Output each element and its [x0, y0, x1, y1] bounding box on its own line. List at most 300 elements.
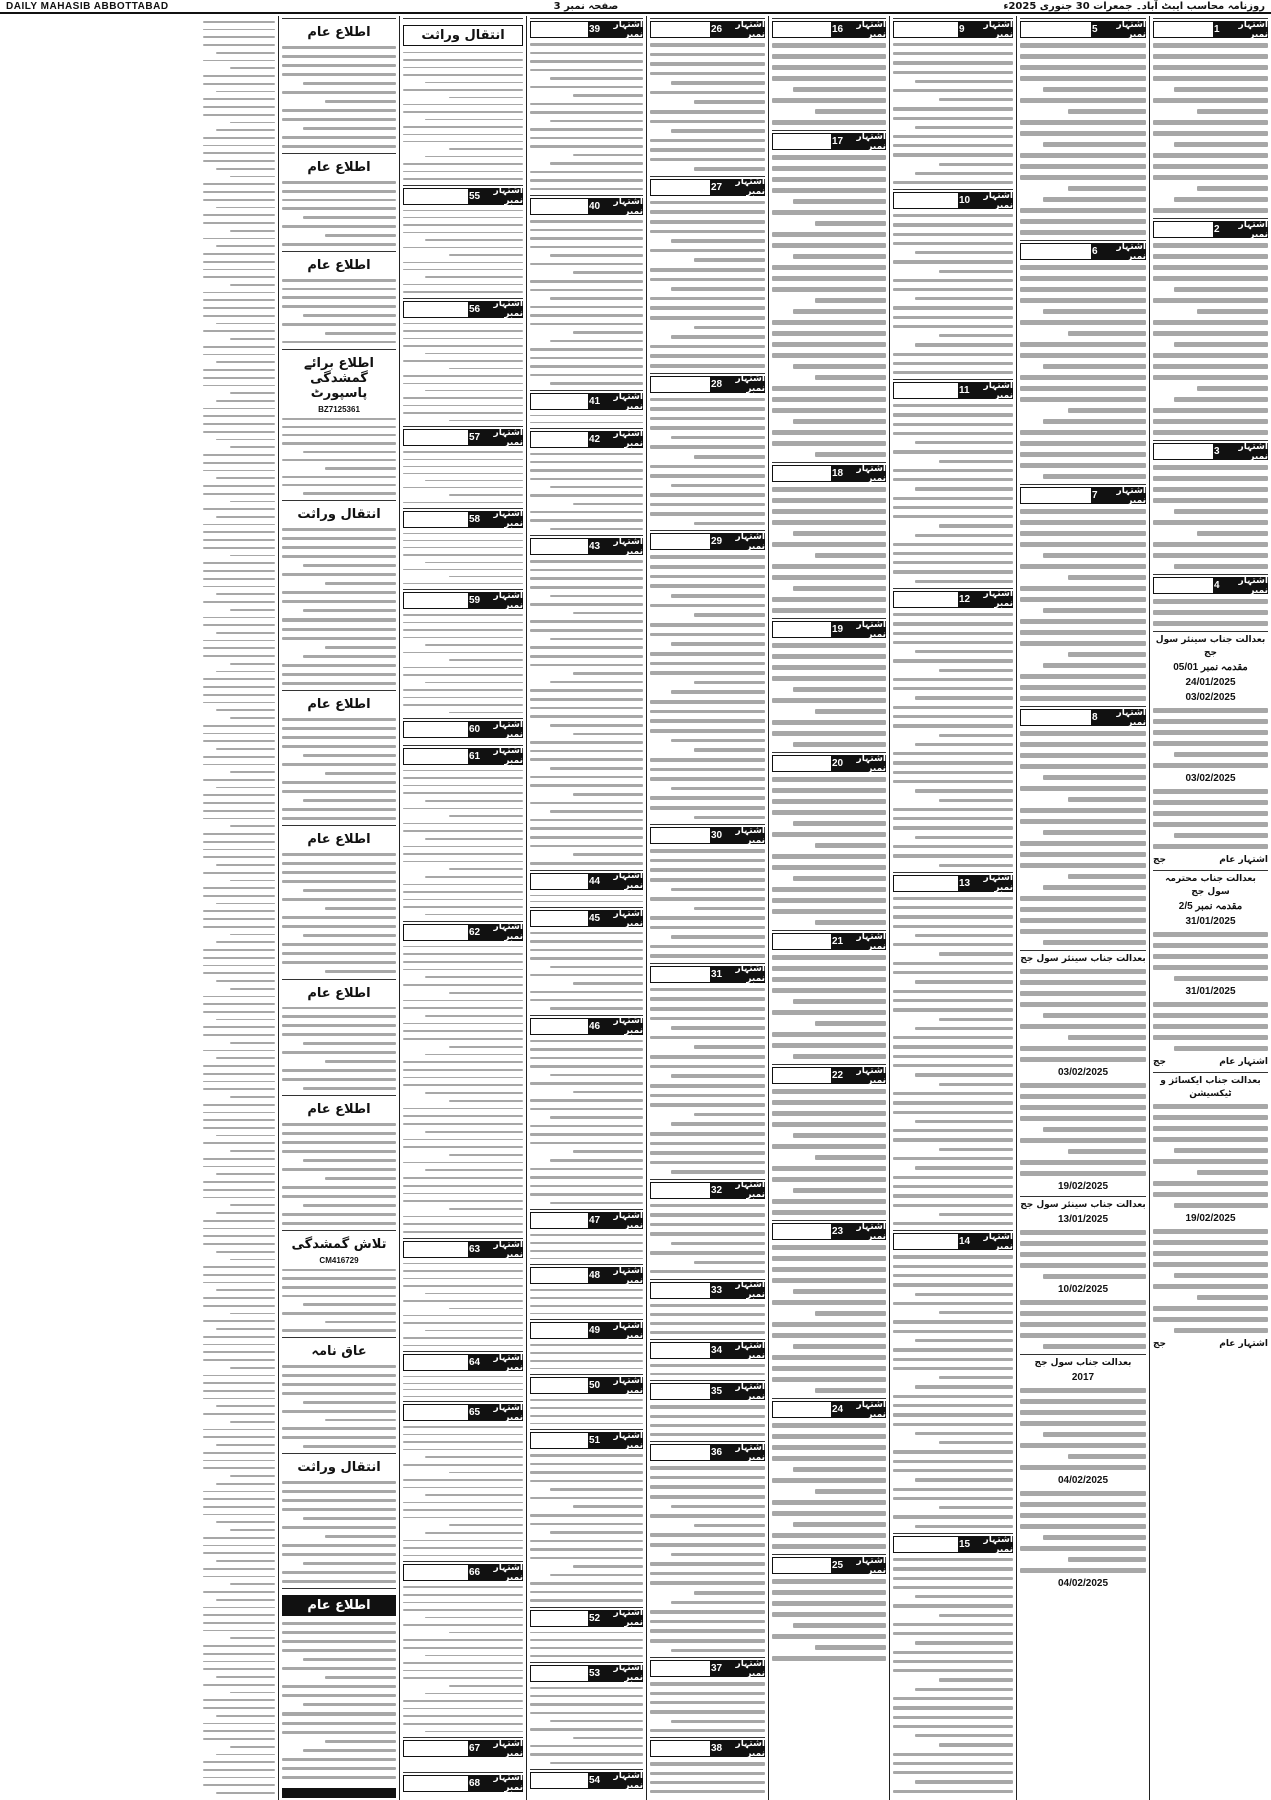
text-line [303, 1517, 396, 1520]
text-line [403, 622, 523, 623]
text-line [650, 503, 765, 507]
ad-label: اشتہار نمبر [613, 871, 643, 892]
ad-notice [893, 1533, 1013, 1796]
ad-label: اشتہار نمبر [613, 536, 643, 557]
text-line [403, 1609, 523, 1611]
ad-header [650, 1444, 765, 1461]
text-line [303, 1562, 396, 1565]
ad-header [772, 1223, 886, 1240]
text-line [671, 1170, 765, 1174]
ad-number-tag [469, 1775, 523, 1792]
ad-header [650, 827, 765, 844]
text-line [1068, 1454, 1146, 1459]
text-line [893, 1450, 1013, 1453]
text-line [893, 632, 1013, 635]
text-line [203, 1050, 275, 1052]
text-line [530, 1728, 643, 1730]
text-line [403, 1300, 523, 1301]
text-line [203, 1645, 275, 1647]
text-line [1043, 775, 1146, 780]
text-line [403, 667, 523, 668]
text-line [1020, 531, 1146, 536]
text-line [694, 1113, 765, 1117]
ad-number-tag [589, 873, 643, 890]
text-line [530, 1297, 643, 1299]
text-line [893, 641, 1013, 644]
text-line [403, 830, 523, 832]
text-line [939, 1376, 1013, 1379]
ad-number-tag [1214, 577, 1268, 594]
text-line [203, 686, 275, 688]
text-line [403, 232, 523, 233]
ad-number-tag [711, 966, 765, 983]
text-line [694, 455, 765, 459]
text-line [772, 1533, 886, 1538]
text-line [650, 465, 765, 469]
text-line [1174, 397, 1268, 402]
text-line [403, 1677, 523, 1679]
text-line [282, 763, 396, 766]
text-line [282, 1490, 396, 1493]
text-line [772, 353, 886, 358]
text-line [939, 163, 1013, 166]
text-line [403, 1007, 523, 1009]
text-line [650, 1036, 765, 1040]
text-line [550, 486, 643, 488]
text-line [1153, 487, 1268, 492]
text-line [203, 1266, 275, 1268]
ad-notice [772, 618, 886, 750]
ad-header [530, 198, 643, 215]
ad-label: اشتہار نمبر [613, 196, 643, 217]
text-line [282, 808, 396, 811]
text-line [893, 1274, 1013, 1277]
text-line [550, 638, 643, 641]
text-line [530, 629, 643, 632]
text-line [216, 400, 275, 402]
text-line [815, 709, 886, 714]
ad-number: 67 [469, 1743, 481, 1755]
text-line [650, 1415, 765, 1418]
text-line [772, 977, 886, 982]
ad-notice [403, 718, 523, 742]
ad-notice [403, 298, 523, 425]
text-line [1020, 696, 1146, 701]
text-line [303, 216, 396, 219]
text-line [425, 800, 523, 802]
text-line [203, 98, 275, 100]
text-line [282, 418, 396, 420]
text-line [815, 298, 886, 303]
text-line [530, 819, 643, 822]
text-line [203, 1630, 275, 1632]
text-line [203, 1359, 275, 1361]
ad-label: اشتہار نمبر [493, 427, 523, 448]
text-line [203, 1738, 275, 1740]
text-line [203, 694, 275, 696]
text-line [1020, 452, 1146, 457]
text-line [203, 253, 275, 255]
text-line [772, 788, 886, 793]
text-line [303, 889, 396, 892]
text-line [325, 1535, 396, 1538]
text-line [203, 222, 275, 224]
text-line [530, 1142, 643, 1145]
text-line [530, 901, 643, 902]
text-line [1153, 153, 1268, 158]
text-line [915, 1120, 1013, 1123]
text-line [1197, 386, 1268, 391]
ad-notice [650, 1657, 765, 1735]
text-line [282, 961, 396, 964]
text-line [203, 1142, 275, 1144]
ad-header [403, 1241, 523, 1258]
text-line [1153, 408, 1268, 413]
text-line [449, 148, 523, 149]
text-line [282, 55, 396, 58]
text-line [216, 1483, 275, 1485]
text-line [530, 60, 643, 63]
ad-number-tag [589, 1018, 643, 1035]
ad-header-box [403, 188, 469, 205]
text-line [203, 114, 275, 116]
text-line [650, 1331, 765, 1334]
text-line [939, 952, 1013, 955]
ad-header [403, 721, 523, 738]
text-line [893, 107, 1013, 110]
text-line [650, 1772, 765, 1775]
ad-notice [403, 1737, 523, 1769]
ad-header [1153, 21, 1268, 38]
text-line [915, 487, 1013, 490]
text-line [203, 856, 275, 858]
text-line [203, 887, 275, 889]
text-line [203, 1026, 275, 1028]
text-line [772, 1256, 886, 1261]
ad-number: 38 [711, 1743, 723, 1755]
text-line [1153, 164, 1268, 169]
text-line [403, 323, 523, 324]
text-line [203, 299, 275, 301]
text-line [650, 633, 765, 637]
sign-left: اشتہار عام [1219, 855, 1268, 865]
ad-label: اشتہار نمبر [856, 1399, 886, 1420]
text-line [216, 361, 275, 363]
text-line [772, 575, 886, 580]
text-line [1068, 408, 1146, 413]
text-line [425, 562, 523, 563]
text-line [1020, 430, 1146, 435]
section-heading: اطلاع عام [307, 832, 371, 848]
text-line [449, 1208, 523, 1210]
text-line [1020, 597, 1146, 602]
text-line [203, 531, 275, 533]
ad-header-box [530, 1610, 589, 1627]
text-line [282, 341, 396, 344]
text-line [230, 663, 275, 665]
ad-number: 28 [711, 378, 723, 390]
ad-header-box [893, 875, 959, 892]
text-line [282, 952, 396, 955]
text-line [915, 1385, 1013, 1388]
text-line [893, 1222, 1013, 1225]
text-line [425, 353, 523, 354]
ad-header [893, 591, 1013, 608]
text-line [550, 1116, 643, 1119]
text-line [573, 503, 643, 505]
text-line [530, 306, 643, 309]
text-line [893, 817, 1013, 820]
text-line [282, 1731, 396, 1734]
text-line [530, 519, 643, 521]
text-line [282, 1580, 396, 1583]
public-notice [282, 690, 396, 823]
text-line [403, 52, 523, 53]
text-line [893, 1302, 1013, 1305]
text-line [203, 617, 275, 619]
ad-number-tag [1214, 21, 1268, 38]
text-line [203, 1576, 275, 1578]
text-line [530, 1099, 643, 1102]
sign-right: جج [1153, 1057, 1166, 1067]
text-line [893, 943, 1013, 946]
text-line [203, 36, 275, 38]
text-line [403, 345, 523, 346]
ad-number: 26 [711, 24, 723, 35]
text-line [403, 1322, 523, 1323]
text-line [403, 502, 523, 503]
ad-number-tag [711, 1660, 765, 1677]
ad-label: اشتہار نمبر [493, 1402, 523, 1423]
text-line [893, 1092, 1013, 1095]
text-line [939, 1441, 1013, 1444]
ad-number: 56 [469, 303, 481, 315]
text-line [282, 916, 396, 919]
text-line [530, 1168, 643, 1171]
text-line [1043, 1432, 1146, 1437]
ad-header [772, 465, 886, 482]
text-line [772, 810, 886, 815]
text-line [282, 1383, 396, 1386]
text-line [282, 459, 396, 461]
text-line [203, 1320, 275, 1322]
text-line [1020, 641, 1146, 646]
text-line [203, 996, 275, 998]
text-line [915, 1780, 1013, 1783]
text-line [425, 1293, 523, 1294]
text-line [230, 284, 275, 286]
text-line [282, 1195, 396, 1198]
text-line [772, 1579, 886, 1584]
text-line [1153, 1317, 1268, 1322]
text-line [573, 982, 643, 984]
ad-label: اشتہار نمبر [983, 1534, 1013, 1555]
text-line [1153, 1251, 1268, 1256]
text-line [403, 459, 523, 460]
text-line [650, 1270, 765, 1273]
text-line [1153, 498, 1268, 503]
text-line [403, 1139, 523, 1141]
text-line [893, 362, 1013, 365]
text-line [650, 623, 765, 627]
text-line [939, 864, 1013, 867]
text-line [425, 1494, 523, 1496]
text-line [425, 1015, 523, 1017]
ad-label: اشتہار نمبر [493, 186, 523, 207]
text-line [772, 276, 886, 281]
text-line [1043, 1274, 1146, 1279]
text-line [550, 767, 643, 770]
text-line [1153, 954, 1268, 959]
text-line [449, 868, 523, 870]
public-notice [282, 251, 396, 347]
text-line [282, 1571, 396, 1574]
ad-header [650, 376, 765, 393]
text-line [403, 1193, 523, 1195]
text-line [230, 988, 275, 990]
text-line [1197, 531, 1268, 536]
text-line [530, 698, 643, 701]
text-line [530, 128, 643, 131]
ad-number-tag [832, 621, 886, 638]
text-line [203, 183, 275, 185]
text-line [203, 1034, 275, 1036]
text-line [216, 1754, 275, 1756]
ad-label: اشتہار نمبر [735, 964, 765, 985]
text-line [282, 1051, 396, 1054]
text-line [203, 1073, 275, 1075]
text-line [1153, 419, 1268, 424]
text-line [282, 1374, 396, 1377]
text-line [1153, 265, 1268, 270]
ad-number-tag [589, 21, 643, 38]
text-line [694, 1045, 765, 1049]
ad-header-box [772, 1067, 832, 1084]
text-line [772, 342, 886, 347]
ad-header-box [403, 721, 469, 738]
text-line [893, 353, 1013, 356]
text-line [650, 584, 765, 588]
text-line [530, 1599, 643, 1602]
text-line [282, 1007, 396, 1010]
ad-notice [530, 1662, 643, 1767]
text-line [282, 637, 396, 640]
text-line [1153, 763, 1268, 768]
text-line [449, 1632, 523, 1634]
text-line [282, 1365, 396, 1368]
text-line [1020, 520, 1146, 525]
ad-header [772, 133, 886, 150]
ad-number: 58 [469, 513, 481, 525]
ad-number-tag [711, 1444, 765, 1461]
ad-number: 37 [711, 1663, 723, 1675]
text-line [282, 1286, 396, 1289]
text-line [282, 618, 396, 621]
ad-number: 47 [589, 1215, 601, 1227]
text-line [282, 484, 396, 486]
text-line [230, 825, 275, 827]
text-line [893, 325, 1013, 328]
column-6 [526, 16, 646, 1800]
text-line [303, 1749, 396, 1752]
text-line [403, 770, 523, 772]
text-line [203, 1127, 275, 1129]
text-line [403, 1555, 523, 1557]
text-line [550, 120, 643, 123]
text-line [403, 1715, 523, 1717]
text-line [1020, 353, 1146, 358]
ad-number-tag [589, 538, 643, 555]
text-line [203, 539, 275, 541]
text-line [403, 291, 523, 292]
ad-header [650, 1182, 765, 1199]
text-line [449, 368, 523, 369]
ad-label: اشتہار نمبر [856, 463, 886, 484]
text-line [893, 52, 1013, 55]
text-line [203, 462, 275, 464]
text-line [216, 1560, 275, 1562]
ad-label: اشتہار نمبر [493, 746, 523, 767]
text-line [1020, 1311, 1146, 1316]
text-line [530, 1655, 643, 1657]
text-line [216, 1173, 275, 1175]
ad-number: 41 [589, 396, 601, 408]
text-line [939, 1678, 1013, 1681]
text-line [1043, 830, 1146, 835]
text-line [203, 702, 275, 704]
text-line [1153, 331, 1268, 336]
ad-number: 48 [589, 1270, 601, 1282]
text-line [403, 846, 523, 848]
text-line [203, 431, 275, 433]
text-line [1043, 1535, 1146, 1540]
text-line [403, 1146, 523, 1148]
text-line [403, 1647, 523, 1649]
text-line [530, 145, 643, 148]
ad-header-box [650, 179, 711, 196]
text-line [303, 1703, 396, 1706]
ad-header-box [530, 1322, 589, 1339]
text-line [403, 224, 523, 225]
text-line [530, 188, 643, 191]
text-line [203, 1104, 275, 1106]
ad-notice [772, 930, 886, 1062]
text-line [203, 1282, 275, 1284]
text-line [650, 1781, 765, 1784]
text-line [203, 1784, 275, 1786]
ad-number: 66 [469, 1567, 481, 1579]
text-line [1020, 342, 1146, 347]
text-line [772, 76, 886, 81]
text-line [1153, 98, 1268, 103]
text-line [1153, 1229, 1268, 1234]
text-line [893, 1567, 1013, 1570]
ad-header-box [893, 21, 959, 38]
text-line [216, 1328, 275, 1330]
text-line [650, 1103, 765, 1107]
text-line [893, 1716, 1013, 1719]
text-line [403, 1285, 523, 1286]
ad-header-box [1153, 577, 1214, 594]
text-line [772, 498, 886, 503]
section-heading: اطلاع عام [307, 985, 371, 1001]
text-line [650, 604, 765, 608]
text-line [893, 1515, 1013, 1518]
text-line [449, 254, 523, 255]
ad-header-box [1020, 487, 1092, 504]
ad-number: 13 [959, 877, 971, 889]
text-line [203, 1707, 275, 1709]
